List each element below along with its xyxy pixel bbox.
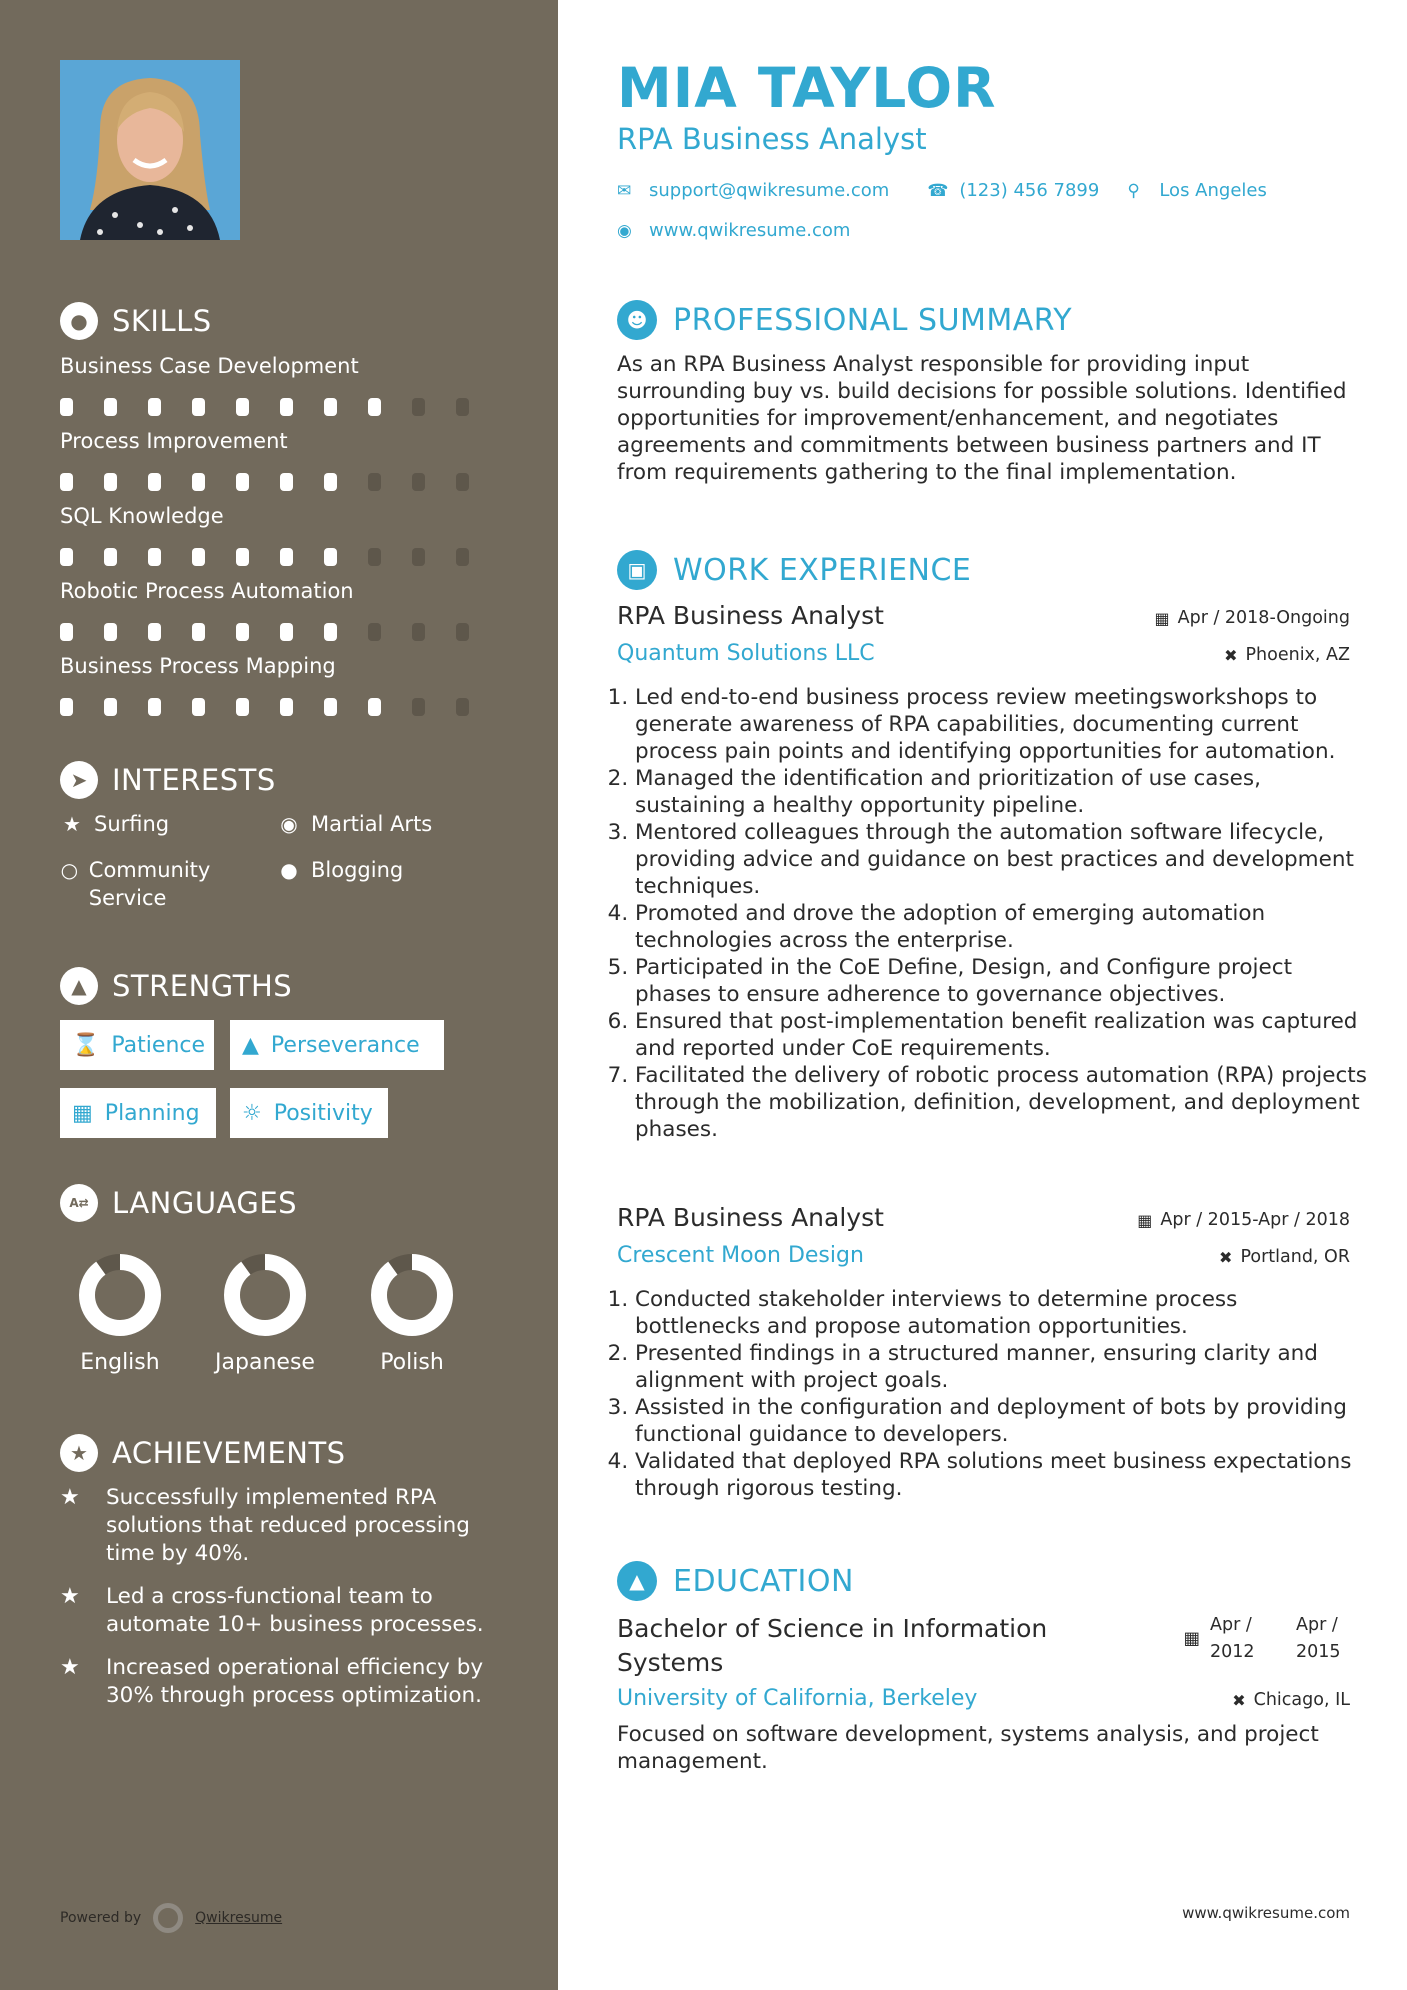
skill-dot [456,623,469,641]
job-bullets [617,1286,1368,1502]
shooting-star-icon: ★ [60,1584,80,1609]
strength-badge [230,1020,444,1070]
education-dates [1183,1612,1350,1666]
skill-dot [456,473,469,491]
skill-dot [412,398,425,416]
user-icon: ☻ [617,300,657,340]
skill-name: Process Improvement [60,429,288,453]
skill-dot [236,623,249,641]
skill-dot [236,398,249,416]
interest-item [60,856,250,912]
language-ring-fill [379,1262,445,1328]
language-name: Japanese [215,1350,315,1375]
language-name: English [80,1350,160,1375]
skill-dot [412,623,425,641]
job-bullet: 5. Participated in the CoE Define, Design, and Configure project phases to ensure adherence to governance objectives. [635,954,1368,1008]
sun-icon: ☼ [242,1100,262,1126]
star-icon: ★ [63,812,81,836]
calendar-icon: ▦ [1183,1629,1200,1649]
experience-heading [617,550,971,590]
map-pin-icon: ⚲ [1127,180,1140,201]
skill-name: Business Case Development [60,354,359,378]
skill-item [60,427,500,491]
language-ring [220,1250,310,1340]
pin-icon: ✖ [1224,645,1238,665]
skill-dot [192,698,205,716]
skill-dot [60,548,73,566]
skill-dot [324,623,337,641]
language-item [60,1250,180,1375]
skill-level-dots [60,473,500,491]
education-title: EDUCATION [673,1563,854,1599]
skill-dot [324,473,337,491]
job-dates [1137,1210,1350,1230]
pin-icon: ✖ [1219,1247,1233,1267]
summary-title: PROFESSIONAL SUMMARY [673,302,1073,338]
job-location-text: Portland, OR [1240,1247,1350,1267]
skill-dot [148,548,161,566]
powered-by-label: Powered by [60,1910,142,1926]
calendar-icon: ▦ [72,1100,93,1126]
skill-dot [368,698,381,716]
language-icon: A⇄ [60,1184,98,1222]
skill-dot [236,548,249,566]
language-ring-fill [232,1262,298,1328]
job-location [1219,1247,1350,1267]
profile-photo [60,60,240,240]
skill-item [60,502,500,566]
skill-dot [104,473,117,491]
job-location-text: Phoenix, AZ [1245,645,1350,665]
skill-dot [368,548,381,566]
education-description: Focused on software development, systems analysis, and project management. [617,1722,1319,1774]
qwikresume-logo-icon [153,1903,183,1933]
job-title: RPA Business Analyst [617,1203,884,1232]
skill-dot [412,548,425,566]
job-bullet: 4. Promoted and drove the adoption of emerging automation technologies across the enterprise. [635,900,1368,954]
skills-title: SKILLS [112,304,212,338]
education-end: Apr / 2015 [1296,1615,1341,1662]
achievement-item [60,1484,500,1568]
job-bullet: 3. Mentored colleagues through the automation software lifecycle, providing advice and guidance on best practices and development techniques. [635,819,1368,900]
pin-icon: ✖ [1232,1690,1246,1710]
skill-item [60,652,500,716]
shooting-star-icon: ★ [60,1485,80,1510]
strength-label: Patience [111,1032,206,1058]
strengths-heading [60,967,292,1005]
job-bullet: 2. Presented findings in a structured manner, ensuring clarity and alignment with project goals. [635,1340,1368,1394]
interests-heading [60,761,276,799]
hourglass-icon: ⌛ [72,1032,100,1058]
strength-label: Perseverance [270,1032,420,1058]
strength-label: Positivity [273,1100,373,1126]
education-location-text: Chicago, IL [1253,1690,1350,1710]
skill-item [60,352,500,416]
achievement-item [60,1583,500,1639]
job-bullet: 7. Facilitated the delivery of robotic process automation (RPA) projects through the mobilization, definition, development, and deployment phases. [635,1062,1368,1143]
calendar-icon: ▦ [1154,608,1170,628]
job-title: RPA Business Analyst [617,601,884,630]
shooting-star-icon: ★ [60,1655,80,1680]
hikers-icon: ▲ [242,1032,259,1058]
star-badge-icon: ★ [60,1434,98,1472]
language-name: Polish [380,1350,444,1375]
contact-email[interactable]: support@qwikresume.com [649,180,890,201]
skill-dot [60,398,73,416]
skill-dot [192,398,205,416]
skill-level-dots [60,698,500,716]
skill-dot [60,698,73,716]
skill-dot [324,698,337,716]
skill-dot [368,623,381,641]
skill-dot [104,623,117,641]
interest-label: Martial Arts [311,812,433,836]
skill-dot [280,398,293,416]
phone-icon: ☎ [927,180,949,201]
strength-badge [60,1088,216,1138]
skill-dot [192,623,205,641]
summary-heading [617,300,1072,340]
skill-level-dots [60,548,500,566]
skill-dot [412,698,425,716]
skill-dot [324,398,337,416]
skill-name: Robotic Process Automation [60,579,354,603]
summary-text: As an RPA Business Analyst responsible for providing input surrounding buy vs. build decisions for possible solutions. Identified opportunities for improvement/enhancement, and negotiates agreements and commitments between business partners and IT from requirements gathering to the final implementation. [617,352,1347,485]
language-ring [75,1250,165,1340]
education-heading [617,1561,854,1601]
job-company: Quantum Solutions LLC [617,641,875,666]
skill-item [60,577,500,641]
globe-icon: ◉ [280,812,298,836]
interest-item [277,856,403,884]
skill-dot [236,698,249,716]
degree-title: Bachelor of Science in Information Systems [617,1614,1048,1677]
skill-name: Business Process Mapping [60,654,336,678]
interest-item [277,810,432,838]
strengths-title: STRENGTHS [112,969,293,1003]
skill-dot [148,473,161,491]
job-company: Crescent Moon Design [617,1243,864,1268]
languages-title: LANGUAGES [112,1186,298,1220]
language-item [205,1250,325,1375]
achievement-text: Led a cross-functional team to automate 10+ business processes. [106,1584,484,1637]
achievements-heading [60,1434,346,1472]
hand-icon: ○ [60,858,79,882]
contact-phone[interactable]: (123) 456 7899 [959,180,1100,201]
language-ring [367,1250,457,1340]
footer-url[interactable]: www.qwikresume.com [1182,1904,1350,1922]
skill-dot [148,398,161,416]
skill-dot [280,623,293,641]
school-name: University of California, Berkeley [617,1686,978,1711]
skill-dot [192,473,205,491]
contact-website[interactable]: www.qwikresume.com [649,220,851,241]
skill-dot [104,548,117,566]
job-bullet: 6. Ensured that post-implementation benefit realization was captured and reported under CoE requirements. [635,1008,1368,1062]
skill-level-dots [60,398,500,416]
skill-dot [236,473,249,491]
skill-dot [280,698,293,716]
candidate-name: MIA TAYLOR [617,56,997,120]
paper-plane-icon: ➤ [60,761,98,799]
calendar-icon: ▦ [1137,1210,1153,1230]
skill-dot [456,698,469,716]
skill-dot [192,548,205,566]
fist-icon: ▲ [60,967,98,1005]
language-item [352,1250,472,1375]
interests-title: INTERESTS [112,763,276,797]
skill-dot [104,698,117,716]
skill-dot [60,473,73,491]
job-location [1224,645,1350,665]
experience-title: WORK EXPERIENCE [673,552,972,588]
job-bullet: 4. Validated that deployed RPA solutions meet business expectations through rigorous testing. [635,1448,1368,1502]
contact-row [617,180,1267,201]
job-dates-text: Apr / 2015-Apr / 2018 [1160,1210,1350,1230]
skill-dot [148,698,161,716]
skills-heading [60,302,212,340]
qwikresume-link[interactable]: Qwikresume [195,1910,283,1926]
strength-badge [60,1020,214,1070]
skill-dot [324,548,337,566]
interest-label: Blogging [311,858,404,882]
strength-badge [230,1088,388,1138]
skill-dot [104,398,117,416]
skill-dot [60,623,73,641]
globe-icon: ◉ [617,220,632,241]
job-bullet: 2. Managed the identification and prioritization of use cases, sustaining a healthy opportunity pipeline. [635,765,1368,819]
skill-dot [148,623,161,641]
skill-dot [456,548,469,566]
job-bullet: 3. Assisted in the configuration and deployment of bots by providing functional guidance to developers. [635,1394,1368,1448]
skill-dot [456,398,469,416]
job-bullets [617,684,1368,1143]
skill-dot [368,473,381,491]
achievement-text: Increased operational efficiency by 30% through process optimization. [106,1655,484,1708]
job-bullet: 1. Led end-to-end business process review meetingsworkshops to generate awareness of RPA capabilities, documenting current process pain points and identifying opportunities for automation. [635,684,1368,765]
skill-level-dots [60,623,500,641]
envelope-icon: ✉ [617,180,632,201]
graduation-cap-icon: ▲ [617,1561,657,1601]
skill-dot [280,548,293,566]
users-icon: ● [280,858,298,882]
achievement-text: Successfully implemented RPA solutions that reduced processing time by 40%. [106,1485,470,1566]
skill-dot [368,398,381,416]
powered-by [60,1903,282,1933]
achievement-item [60,1654,500,1710]
languages-heading [60,1184,297,1222]
education-start: Apr / 2012 [1210,1615,1255,1662]
skill-dot [412,473,425,491]
job-dates [1154,608,1350,628]
contact-location: Los Angeles [1159,180,1267,201]
education-location [1232,1690,1350,1710]
interest-label: Surfing [94,812,170,836]
skill-name: SQL Knowledge [60,504,224,528]
briefcase-icon: ▣ [617,550,657,590]
skill-dot [280,473,293,491]
interest-label: Community Service [88,858,211,910]
interest-item [60,810,169,838]
lightbulb-icon: ● [60,302,98,340]
sidebar [0,0,558,1990]
strength-label: Planning [104,1100,200,1126]
contact-website-row [617,220,850,241]
candidate-role: RPA Business Analyst [617,122,927,156]
achievements-title: ACHIEVEMENTS [112,1436,346,1470]
language-ring-fill [87,1262,153,1328]
job-bullet: 1. Conducted stakeholder interviews to determine process bottlenecks and propose automation opportunities. [635,1286,1368,1340]
job-dates-text: Apr / 2018-Ongoing [1177,608,1350,628]
